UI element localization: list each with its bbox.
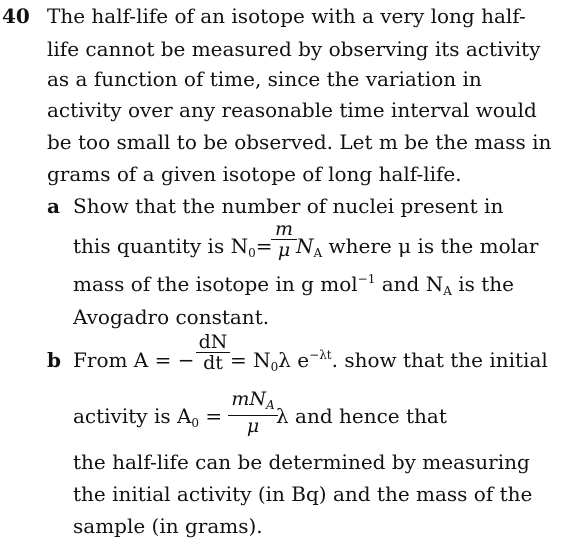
formula-text: λ e [278,348,310,372]
avogadro-symbol: N [296,234,314,258]
subscript: A [443,284,452,298]
part-a-line [73,272,514,298]
intro-line: The half-life of an isotope with a very long half- [47,4,526,28]
line-text: mass of the isotope in g mol [73,272,358,296]
fraction-mNA-over-mu [228,390,278,435]
formula-text: = N [230,348,271,372]
intro-line: be too small to be observed. Let m be the mass in [47,130,552,154]
part-a-formula-line [73,234,272,260]
subscript: 0 [191,416,200,430]
part-b-line: the half-life can be determined by measuring [73,450,530,474]
subscript: A [265,398,275,412]
intro-line: grams of a given isotope of long half-life. [47,162,462,186]
equals-sign: = [255,234,273,258]
superscript: −λt [309,348,332,362]
fraction-dN-over-dt [196,333,230,372]
subscript: 0 [248,246,256,260]
line-text: is the [451,272,515,296]
question-number: 40 [2,4,30,28]
line-text: and N [375,272,444,296]
fraction-numerator: m [274,218,294,240]
fraction-denominator: dt [203,352,223,374]
fraction-denominator: μ [277,239,291,261]
line-text: activity is A [73,404,192,428]
equals-sign: = [199,404,223,428]
part-b-label: b [47,348,61,372]
part-b-line: the initial activity (in Bq) and the mass of the [73,482,533,506]
part-a-formula-tail [296,234,539,260]
part-a-line: Avogadro constant. [73,305,270,329]
numerator-text: mN [231,388,266,410]
part-b-activity-tail: λ and hence that [276,404,447,428]
formula-text: where μ is the molar [322,234,539,258]
fraction-m-over-mu [271,220,297,259]
fraction-numerator [228,390,278,414]
subscript: A [313,246,323,260]
part-b-activity-line [73,404,222,430]
part-b-from: From A = − [73,348,195,372]
intro-line: life cannot be measured by observing its activity [47,37,541,61]
intro-line: activity over any reasonable time interval would [47,98,537,122]
intro-line: as a function of time, since the variation in [47,67,482,91]
subscript: 0 [270,360,279,374]
part-b-line: sample (in grams). [73,514,263,538]
formula-text: . show that the initial [331,348,548,372]
part-a-line: Show that the number of nuclei present in [73,194,504,218]
formula-text: this quantity is N [73,234,249,258]
part-a-label: a [47,194,60,218]
superscript: −1 [357,272,376,286]
part-b-formula-tail [230,348,548,374]
fraction-denominator: μ [246,415,260,437]
fraction-numerator: dN [198,331,228,353]
